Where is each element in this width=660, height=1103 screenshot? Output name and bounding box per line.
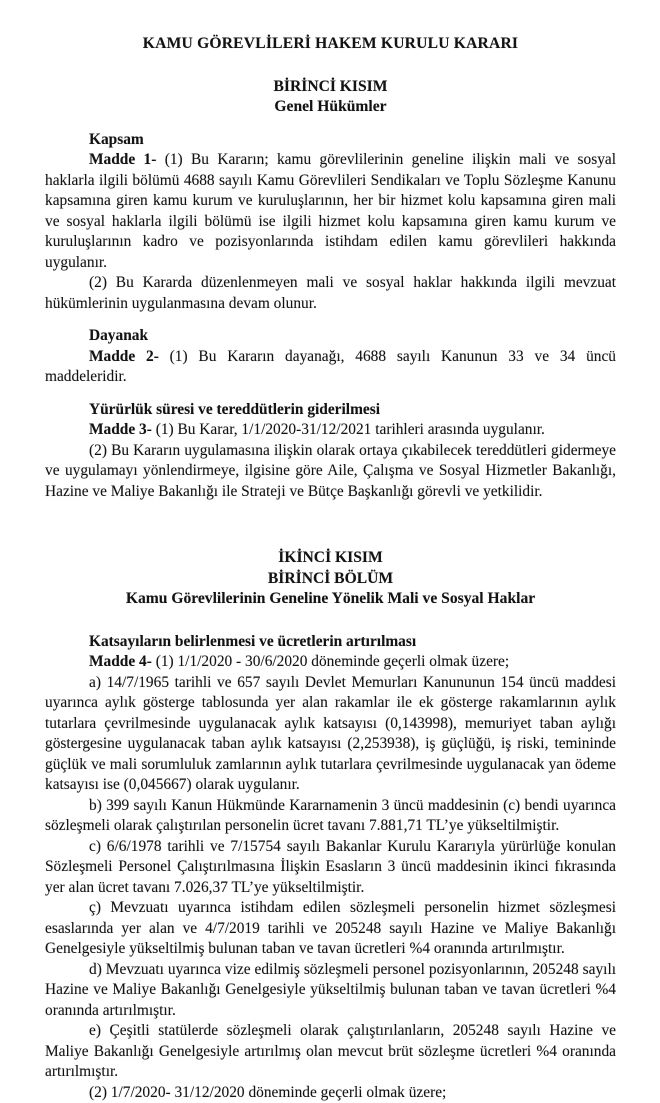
paragraph-madde3-2: (2) Bu Kararın uygulamasına ilişkin olarak ortaya çıkabilecek tereddütleri gidermeye ve uygulamayı yönlendirmeye, ilgisine göre Aile, Çalışma ve Sosyal Hizmetler Bakanlığı, Hazine ve Maliye Bakanlığı ile Strateji ve Bütçe Başkanlığı görevli ve yetkilidir. <box>45 441 616 503</box>
part2-heading: İKİNCİ KISIM <box>45 548 616 569</box>
part1-subheading: Genel Hükümler <box>45 97 616 118</box>
paragraph-madde4-c: c) 6/6/1978 tarihli ve 7/15754 sayılı Bakanlar Kurulu Kararıyla yürürlüğe konulan Sözleşmeli Personel Çalıştırılmasına İlişkin Esasların 3 üncü maddesinin ikinci fıkrasında yer alan ücret tavanı 7.026,37 TL’ye yükseltilmiştir. <box>45 837 616 899</box>
paragraph-madde4-d: d) Mevzuatı uyarınca vize edilmiş sözleşmeli personel pozisyonlarının, 205248 sayılı Hazine ve Maliye Bakanlığı Genelgesiyle yükseltilmiş bulunan taban ve tavan ücretleri %4 oranında artırılmıştır. <box>45 960 616 1022</box>
paragraph-madde1 <box>45 150 616 273</box>
article-kapsam <box>45 130 616 315</box>
paragraph-madde4-e: e) Çeşitli statülerde sözleşmeli olarak çalıştırılanların, 205248 sayılı Hazine ve Maliye Bakanlığı Genelgesiyle artırılmış olan mevcut brüt sözleşme ücretleri %4 oranında artırılmıştır. <box>45 1021 616 1083</box>
article-heading-kapsam: Kapsam <box>89 130 616 151</box>
madde1-label: Madde 1- <box>89 151 156 168</box>
paragraph-madde2 <box>45 347 616 388</box>
article-dayanak <box>45 326 616 388</box>
part2-subheading-bolum: BİRİNCİ BÖLÜM <box>45 569 616 590</box>
article-heading-dayanak: Dayanak <box>89 326 616 347</box>
article-heading-katsayilar: Katsayıların belirlenmesi ve ücretlerin artırılması <box>89 632 616 653</box>
madde3-text: (1) Bu Karar, 1/1/2020-31/12/2021 tarihleri arasında uygulanır. <box>152 421 545 438</box>
paragraph-madde4 <box>45 652 616 673</box>
article-yururluk <box>45 400 616 503</box>
paragraph-madde4-fikra2: (2) 1/7/2020- 31/12/2020 döneminde geçerli olmak üzere; <box>45 1083 616 1103</box>
madde4-text: (1) 1/1/2020 - 30/6/2020 döneminde geçerli olmak üzere; <box>152 653 509 670</box>
madde1-text: (1) Bu Kararın; kamu görevlilerinin geneline ilişkin mali ve sosyal haklarla ilgili bölümü 4688 sayılı Kamu Görevlileri Sendikaları ve Toplu Sözleşme Kanunu kapsamına giren kamu kurum ve kuruluşlarının, her bir hizmet kolu kapsamına giren mali ve sosyal haklarla ilgili bölümü ise ilgili hizmet kolu kapsamına giren kamu kurum ve kuruluşlarının kadro ve pozisyonlarında istihdam edilen kamu görevlileri hakkında uygulanır. <box>45 151 616 271</box>
madde4-label: Madde 4- <box>89 653 152 670</box>
document-title: KAMU GÖREVLİLERİ HAKEM KURULU KARARI <box>45 34 616 55</box>
part1-heading-block <box>45 77 616 118</box>
part2-subheading-title: Kamu Görevlilerinin Geneline Yönelik Mali ve Sosyal Haklar <box>45 589 616 610</box>
paragraph-madde1-2: (2) Bu Kararda düzenlenmeyen mali ve sosyal haklar hakkında ilgili mevzuat hükümlerinin uygulanmasına devam olunur. <box>45 273 616 314</box>
madde2-text: (1) Bu Kararın dayanağı, 4688 sayılı Kanunun 33 ve 34 üncü maddeleridir. <box>45 348 616 386</box>
part1-heading: BİRİNCİ KISIM <box>45 77 616 98</box>
madde2-label: Madde 2- <box>89 348 159 365</box>
madde3-label: Madde 3- <box>89 421 152 438</box>
article-heading-yururluk: Yürürlük süresi ve tereddütlerin giderilmesi <box>89 400 616 421</box>
part2-heading-block <box>45 548 616 610</box>
paragraph-madde4-b: b) 399 sayılı Kanun Hükmünde Kararnamenin 3 üncü maddesinin (c) bendi uyarınca sözleşmeli olarak çalıştırılan personelin ücret tavanı 7.881,71 TL’ye yükseltilmiştir. <box>45 796 616 837</box>
paragraph-madde4-cc: ç) Mevzuatı uyarınca istihdam edilen sözleşmeli personelin hizmet sözleşmesi esaslarında yer alan ve 4/7/2019 tarihli ve 205248 sayılı Hazine ve Maliye Bakanlığı Genelgesiyle yükseltilmiş bulunan taban ve tavan ücretleri %4 oranında artırılmıştır. <box>45 898 616 960</box>
paragraph-madde4-a: a) 14/7/1965 tarihli ve 657 sayılı Devlet Memurları Kanununun 154 üncü maddesi uyarınca aylık gösterge tablosunda yer alan rakamlar ile ek gösterge rakamlarının aylık tutarlara çevrilmesinde uygulanacak aylık katsayısı (0,143998), memuriyet taban aylığı göstergesine uygulanacak taban aylık katsayısı (2,253938), iş güçlüğü, iş riski, temininde güçlük ve mali sorumluluk zamlarının aylık tutarlara çevrilmesinde uygulanacak yan ödeme katsayısı ise (0,045667) olarak uygulanır. <box>45 673 616 796</box>
paragraph-madde3 <box>45 420 616 441</box>
article-katsayilar <box>45 632 616 1103</box>
